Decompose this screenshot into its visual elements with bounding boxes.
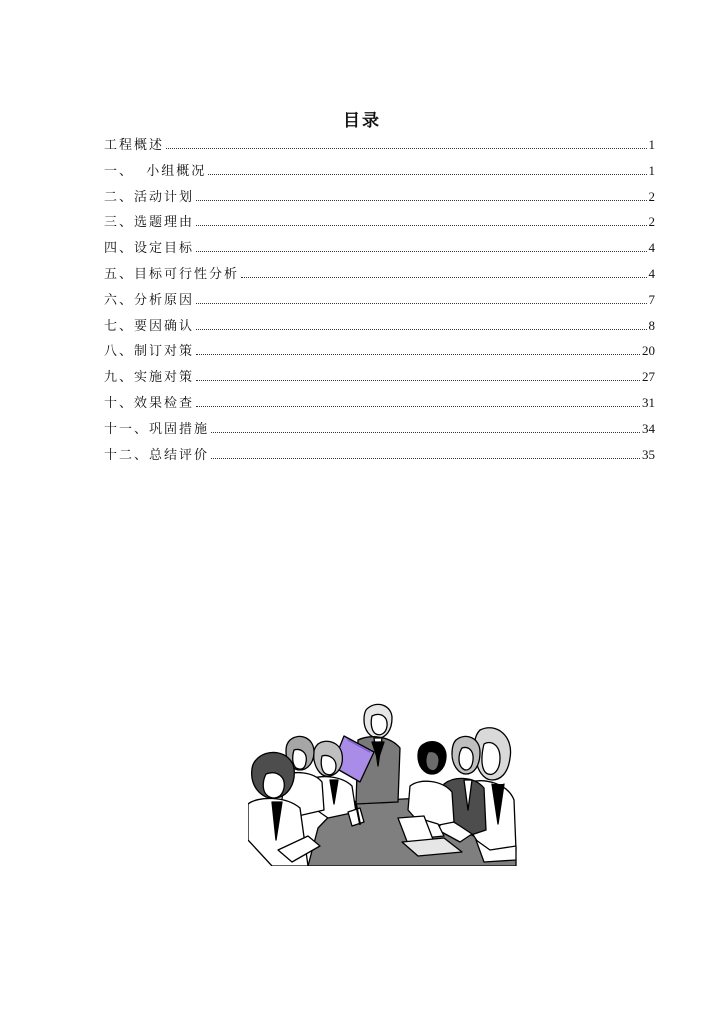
dot-leader	[196, 251, 646, 252]
toc-entry-label: 三、选题理由	[104, 215, 195, 231]
dot-leader	[196, 329, 646, 330]
toc-entry-label: 十二、总结评价	[104, 447, 210, 463]
toc-entry-label: 十、效果检查	[104, 395, 195, 411]
table-of-contents	[104, 134, 655, 469]
toc-entry-label: 一、 小组概况	[104, 163, 207, 179]
toc-entry-page: 4	[648, 265, 655, 281]
toc-entry-page: 31	[642, 394, 655, 410]
toc-entry[interactable]	[104, 418, 655, 444]
toc-entry[interactable]	[104, 237, 655, 263]
toc-entry-label: 四、设定目标	[104, 241, 195, 257]
dot-leader	[211, 458, 640, 459]
toc-entry-label: 五、目标可行性分析	[104, 266, 240, 282]
dot-leader	[196, 406, 640, 407]
toc-entry-page: 27	[642, 369, 655, 385]
dot-leader	[196, 225, 646, 226]
business-meeting-clipart-icon	[248, 700, 518, 866]
dot-leader	[196, 303, 646, 304]
toc-entry-label: 八、制订对策	[104, 344, 195, 360]
toc-entry-label: 十一、巩固措施	[104, 421, 210, 437]
toc-entry-page: 34	[642, 420, 655, 436]
toc-entry-page: 2	[648, 188, 655, 204]
toc-entry[interactable]	[104, 340, 655, 366]
dot-leader	[208, 174, 646, 175]
dot-leader	[211, 432, 640, 433]
toc-entry[interactable]	[104, 366, 655, 392]
toc-entry-page: 1	[648, 137, 655, 152]
toc-entry[interactable]	[104, 186, 655, 212]
toc-entry[interactable]	[104, 211, 655, 237]
toc-entry-page: 20	[642, 343, 655, 359]
toc-entry[interactable]	[104, 444, 655, 470]
toc-entry-page: 4	[648, 240, 655, 256]
toc-entry[interactable]	[104, 392, 655, 418]
toc-entry[interactable]	[104, 160, 655, 186]
toc-entry-page: 7	[648, 291, 655, 307]
dot-leader	[196, 380, 640, 381]
toc-entry-label: 工程概述	[104, 138, 165, 153]
toc-entry-page: 2	[648, 214, 655, 230]
toc-entry[interactable]	[104, 315, 655, 341]
dot-leader	[196, 200, 646, 201]
toc-entry[interactable]	[104, 134, 655, 160]
toc-entry-label: 二、活动计划	[104, 189, 195, 205]
toc-entry-label: 七、要因确认	[104, 318, 195, 334]
toc-entry[interactable]	[104, 263, 655, 289]
toc-entry-label: 九、实施对策	[104, 370, 195, 386]
toc-entry-page: 1	[648, 162, 655, 178]
toc-entry[interactable]	[104, 289, 655, 315]
toc-entry-page: 8	[648, 317, 655, 333]
toc-entry-page: 35	[642, 446, 655, 462]
dot-leader	[196, 354, 640, 355]
dot-leader	[166, 148, 646, 149]
toc-entry-label: 六、分析原因	[104, 292, 195, 308]
toc-title: 目录	[343, 111, 381, 131]
dot-leader	[241, 277, 646, 278]
